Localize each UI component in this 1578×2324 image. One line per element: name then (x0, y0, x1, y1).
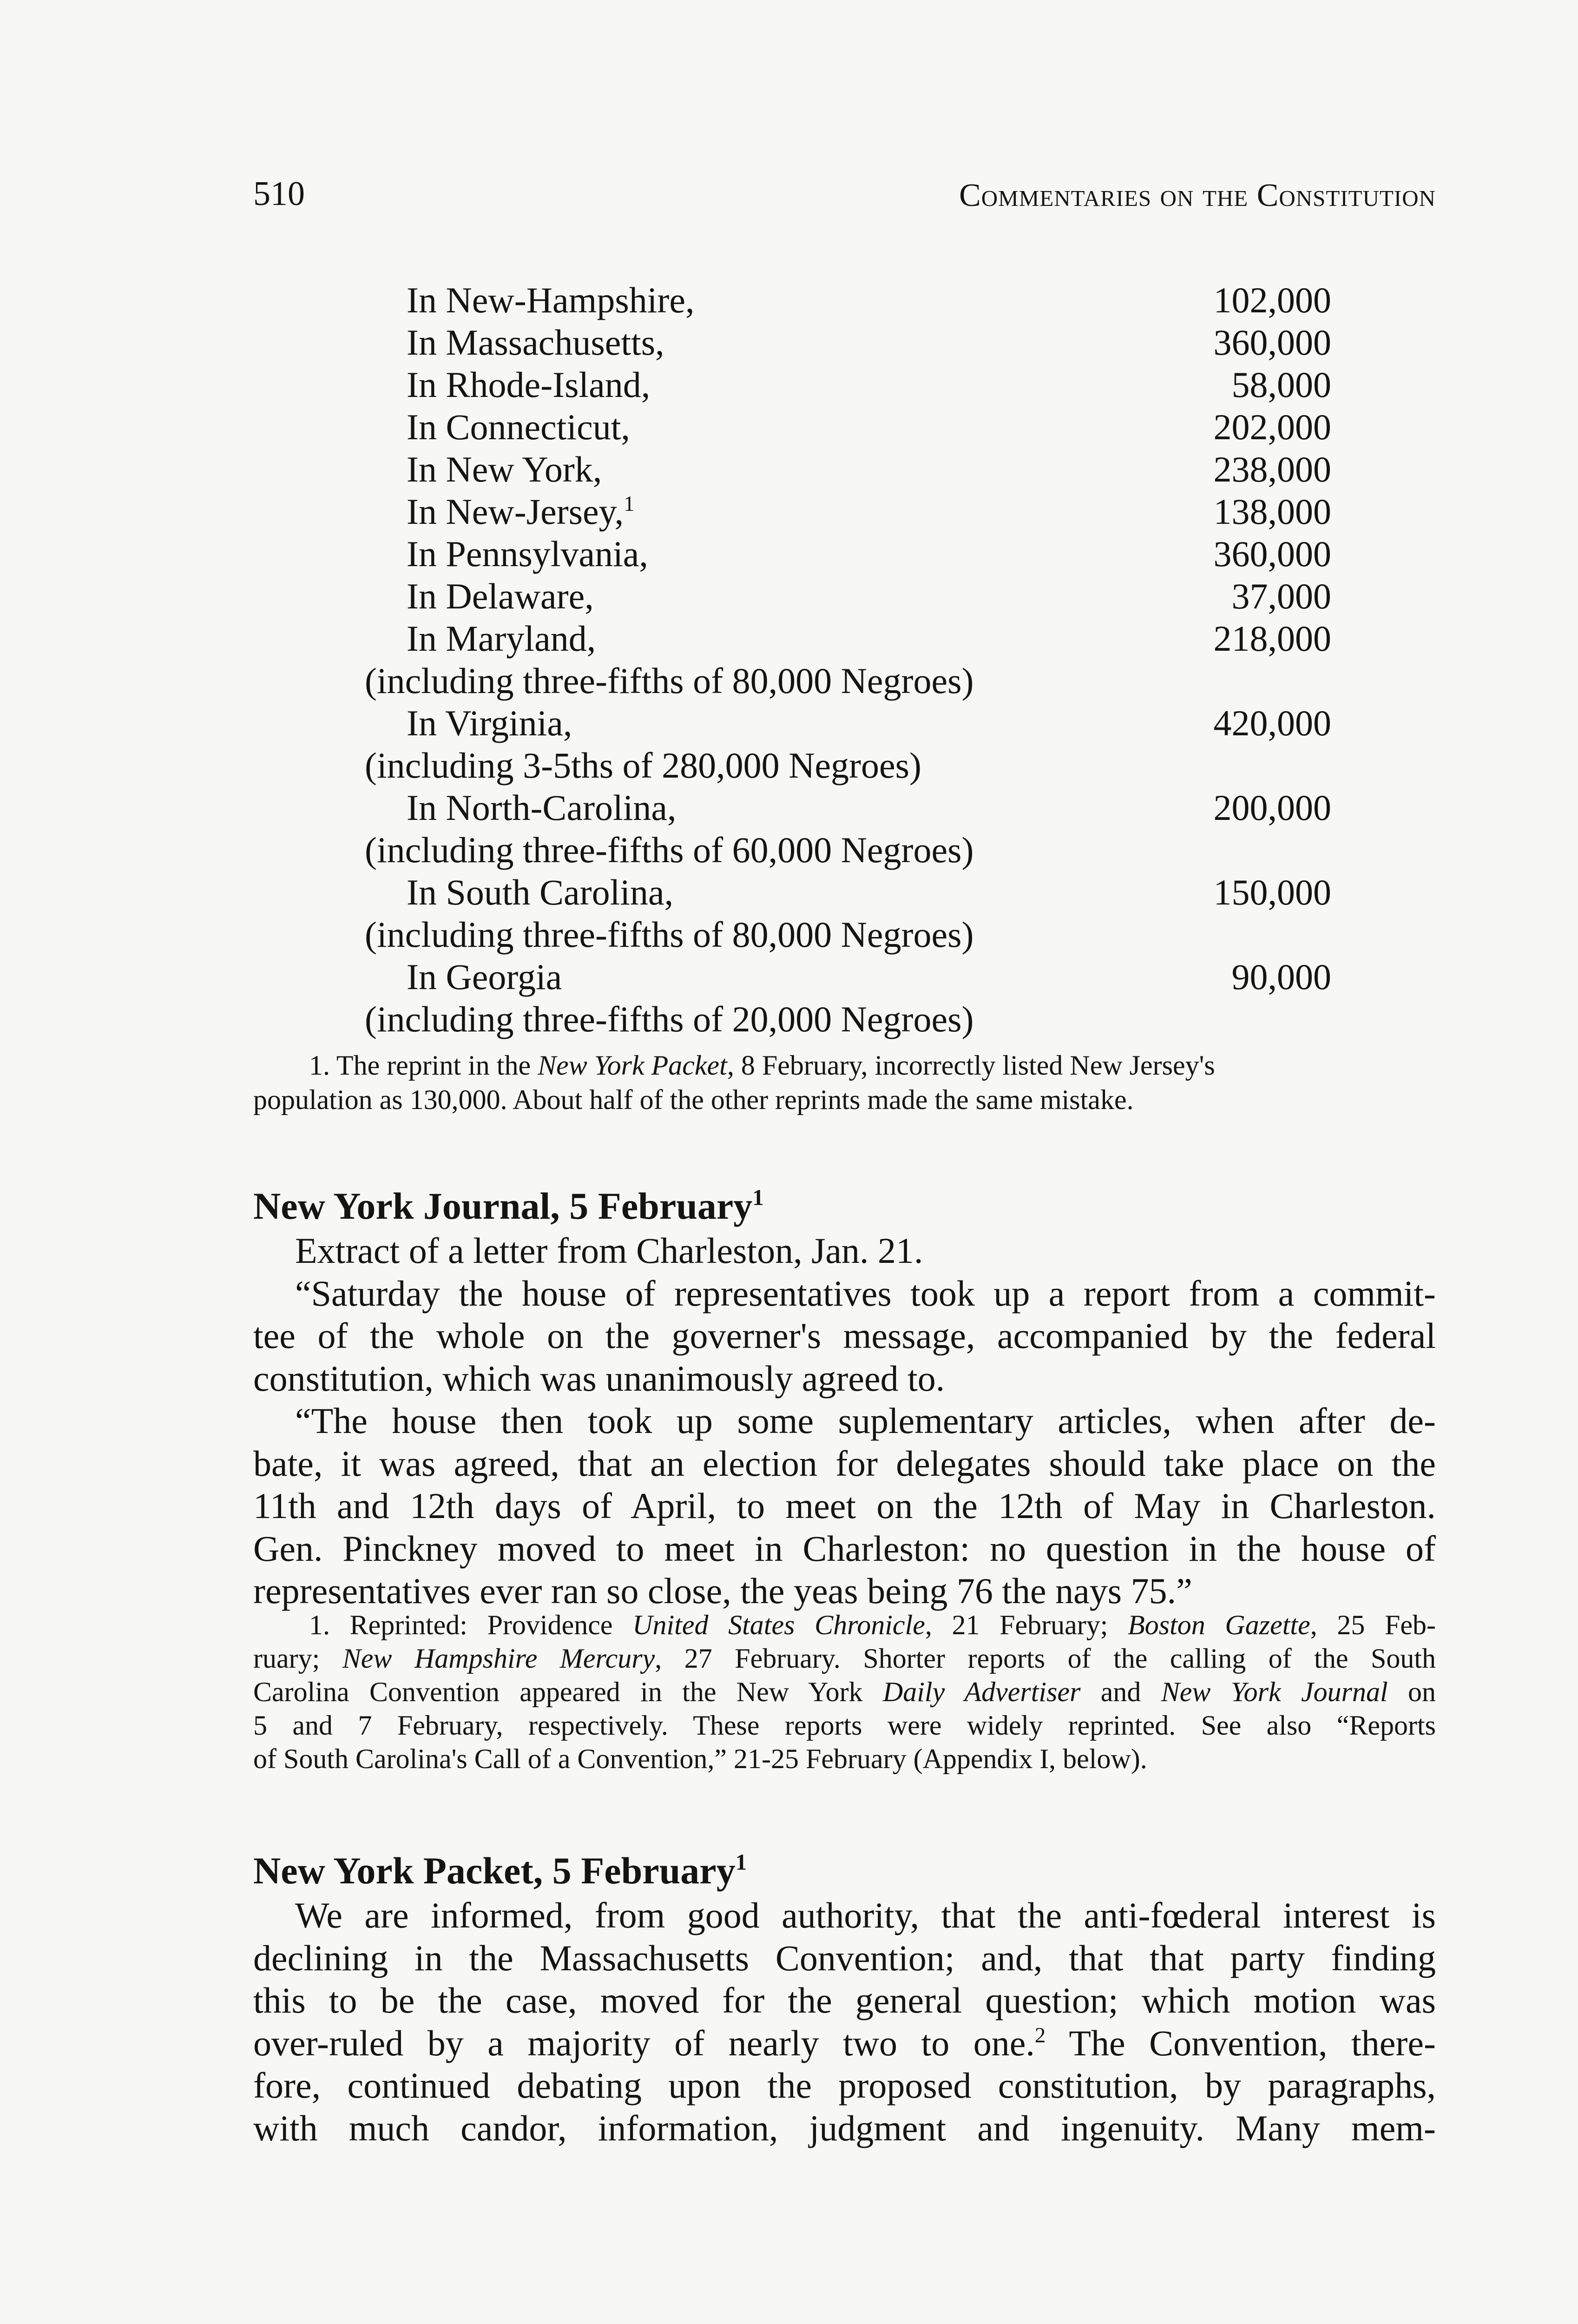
text-line: declining in the Massachusetts Convention; and, that that party finding (253, 1937, 1436, 1978)
footnote-line: 5 and 7 February, respectively. These reports were widely reprinted. See also “Reports (253, 1710, 1436, 1741)
table-row (365, 321, 1331, 363)
table-note: (including 3-5ths of 280,000 Negroes) (365, 745, 921, 786)
section-title: New York Packet, 5 February$^1$ (253, 1849, 747, 1892)
population-value: 218,000 (1213, 618, 1331, 659)
table-row (365, 363, 1331, 406)
population-value: 102,000 (1213, 280, 1331, 320)
state-name: In Maryland, (407, 618, 596, 659)
footnote-line: ruary; New Hampshire Mercury, 27 February. Shorter reports of the calling of the South (253, 1643, 1436, 1674)
section1-footnote (253, 1608, 1436, 1776)
table-note-row (365, 913, 1331, 956)
table-row (365, 617, 1331, 660)
footnote-line: Carolina Convention appeared in the New York Daily Advertiser and New York Journal on (253, 1677, 1436, 1707)
state-name: In Massachusetts, (407, 322, 664, 363)
table-row (365, 956, 1331, 998)
table-note: (including three-fifths of 20,000 Negroes) (365, 999, 974, 1039)
footnote-mark: 1 (624, 491, 635, 516)
table-row (365, 490, 1331, 533)
state-name: In South Carolina, (407, 872, 674, 912)
section-body (253, 1229, 1436, 1612)
text-line: representatives ever ran so close, the yeas being 76 the nays 75.” (253, 1571, 1192, 1611)
table-footnote (253, 1048, 1436, 1117)
footnote-line: of South Carolina's Call of a Convention,” 21-25 February (Appendix I, below). (253, 1743, 1147, 1774)
text-line: Gen. Pinckney moved to meet in Charleston: no question in the house of (253, 1528, 1436, 1569)
footnote-line: population as 130,000. About half of the other reprints made the same mistake. (253, 1084, 1134, 1115)
state-name: In North-Carolina, (407, 787, 677, 828)
state-name: In New-Jersey,$^1$ (407, 491, 635, 532)
table-row (365, 786, 1331, 829)
page-number: 510 (253, 175, 305, 213)
state-name: In Rhode-Island, (407, 364, 651, 405)
text-line: constitution, which was unanimously agreed to. (253, 1358, 945, 1399)
population-table (365, 279, 1331, 1040)
text-line: We are informed, from good authority, that the anti-fœderal interest is (295, 1895, 1436, 1935)
table-note: (including three-fifths of 80,000 Negroes) (365, 660, 974, 701)
population-value: 58,000 (1231, 364, 1331, 405)
text-line: this to be the case, moved for the general question; which motion was (253, 1980, 1436, 2020)
table-row (365, 533, 1331, 575)
table-row (365, 871, 1331, 913)
population-value: 90,000 (1231, 957, 1331, 997)
population-value: 360,000 (1213, 322, 1331, 363)
text-line: bate, it was agreed, that an election for delegates should take place on the (253, 1443, 1436, 1484)
table-row (365, 702, 1331, 744)
text-line: Extract of a letter from Charleston, Jan. 21. (295, 1230, 923, 1271)
footnote-mark: 1 (735, 1849, 747, 1875)
footnote-mark: 2 (1034, 2023, 1046, 2047)
table-row (365, 279, 1331, 321)
table-note: (including three-fifths of 60,000 Negroes) (365, 830, 974, 870)
text-line: fore, continued debating upon the proposed constitution, by paragraphs, (253, 2065, 1436, 2106)
state-name: In Virginia, (407, 703, 572, 743)
running-head (253, 174, 1436, 216)
table-note: (including three-fifths of 80,000 Negroes) (365, 914, 974, 955)
population-value: 238,000 (1213, 449, 1331, 489)
population-value: 37,000 (1231, 576, 1331, 616)
text-line: over-ruled by a majority of nearly two to one.$^2$ The Convention, there- (253, 2022, 1436, 2063)
population-value: 200,000 (1213, 787, 1331, 828)
state-name: In Pennsylvania, (407, 534, 648, 574)
table-note-row (365, 660, 1331, 702)
section-title: New York Journal, 5 February$^1$ (253, 1184, 764, 1227)
text-line: 11th and 12th days of April, to meet on the 12th of May in Charleston. (253, 1486, 1436, 1526)
table-row (365, 406, 1331, 448)
population-value: 202,000 (1213, 407, 1331, 447)
state-name: In New York, (407, 449, 602, 489)
text-line: tee of the whole on the governer's message, accompanied by the federal (253, 1315, 1436, 1356)
population-value: 150,000 (1213, 872, 1331, 912)
state-name: In Delaware, (407, 576, 594, 616)
table-note-row (365, 829, 1331, 871)
section-new-york-packet (253, 1848, 1436, 2149)
population-value: 360,000 (1213, 534, 1331, 574)
section-new-york-journal (253, 1183, 1436, 1612)
text-line: “Saturday the house of representatives took up a report from a commit- (295, 1273, 1436, 1314)
table-note-row (365, 998, 1331, 1040)
table-row (365, 575, 1331, 617)
state-name: In Georgia (407, 957, 562, 997)
population-value: 420,000 (1213, 703, 1331, 743)
population-value: 138,000 (1213, 491, 1331, 532)
state-name: In Connecticut, (407, 407, 630, 447)
section-body (253, 1894, 1436, 2149)
text-line: with much candor, information, judgment and ingenuity. Many mem- (253, 2107, 1436, 2148)
footnote-line: 1. The reprint in the New York Packet, 8 February, incorrectly listed New Jersey's (309, 1050, 1215, 1081)
text-line: “The house then took up some suplementary articles, when after de- (295, 1400, 1436, 1441)
table-row (365, 448, 1331, 490)
footnote-line: 1. Reprinted: Providence United States Chronicle, 21 February; Boston Gazette, 25 Feb- (309, 1610, 1436, 1640)
state-name: In New-Hampshire, (407, 280, 695, 320)
table-note-row (365, 744, 1331, 786)
running-title: Commentaries on the Constitution (959, 178, 1436, 213)
footnote-mark: 1 (752, 1184, 764, 1210)
